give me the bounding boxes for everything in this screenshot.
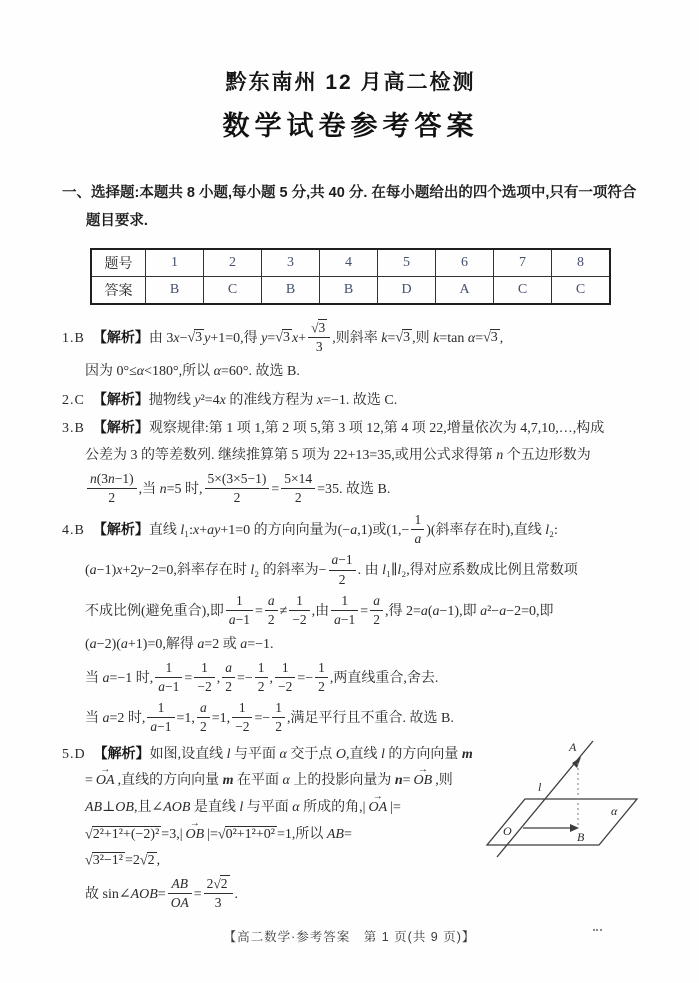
radicand: 3 bbox=[318, 319, 326, 335]
math-var: OB bbox=[115, 799, 134, 815]
solution-line: √3²−1² =2√2 , bbox=[62, 850, 639, 872]
radical-sign: √ bbox=[395, 330, 404, 346]
fraction bbox=[313, 660, 330, 695]
math-var: a bbox=[267, 592, 275, 608]
numerator: 1 bbox=[155, 660, 182, 678]
numerator: 1 bbox=[411, 512, 424, 530]
roman-text: 故选 B. bbox=[406, 711, 454, 727]
numerator: 1 bbox=[331, 593, 358, 611]
question-number-cell: 6 bbox=[436, 249, 494, 277]
solution-line: 1.B 【解析】由 3x−√3 y+1=0,得 y=√3 x+ $\frac{√3}{3}$ ,则斜率 k=√3 ,则 k=tan α=√3 , bbox=[62, 319, 504, 354]
math-var: a bbox=[89, 563, 97, 579]
question-number-cell: 1 bbox=[146, 249, 204, 277]
math-var: a bbox=[102, 711, 110, 727]
solution-label: 4.B bbox=[62, 522, 93, 538]
solution-line: 4.B 【解析】直线 l₁:x+ay+1=0 的方向向量为(−a,1)或(1,− $\frac{1}{a}$ )(斜率存在时),直线 l₂: bbox=[62, 512, 558, 547]
numerator: n(3n−1) bbox=[87, 471, 137, 489]
radicand: 3 bbox=[195, 330, 203, 346]
math-bold-var bbox=[462, 747, 473, 762]
math-var: x bbox=[316, 392, 324, 408]
denominator: a−1 bbox=[334, 611, 356, 627]
fraction bbox=[166, 876, 194, 911]
analysis-tag: 【解析】 bbox=[92, 419, 149, 436]
question-number-cell: 4 bbox=[320, 249, 378, 277]
section-heading: 一、选择题:本题共 8 小题,每小题 5 分,共 40 分. 在每小题给出的四个选项中,只有一项符合题目要求. bbox=[62, 185, 637, 230]
denominator bbox=[411, 530, 424, 547]
radical-sign: √ bbox=[275, 330, 283, 346]
fraction bbox=[287, 593, 311, 628]
scan-artifact bbox=[593, 929, 602, 931]
solution-item bbox=[62, 417, 639, 507]
answer-cell: B bbox=[146, 276, 204, 304]
math-var: y bbox=[194, 392, 201, 408]
question-number-cell: 3 bbox=[262, 249, 320, 277]
vector: OA → bbox=[94, 770, 117, 792]
math-var: x bbox=[116, 563, 123, 579]
solution-line: √2²+1²+(−2)² =3,| OB → |=√0²+1²+0² =1,所以 AB= bbox=[62, 824, 639, 846]
math-var: x bbox=[193, 522, 200, 538]
math-var: AOB bbox=[130, 886, 158, 902]
denominator: 2 bbox=[373, 611, 380, 627]
math-var: ay bbox=[207, 522, 221, 538]
math-var: a bbox=[150, 719, 158, 735]
denominator: −2 bbox=[235, 719, 250, 735]
math-var: l bbox=[239, 799, 244, 815]
radicand: 3 bbox=[282, 330, 290, 346]
math-var: l bbox=[226, 746, 231, 762]
numerator: 1 bbox=[255, 660, 268, 678]
denominator: 2 bbox=[294, 489, 302, 505]
math-var: a bbox=[102, 670, 110, 686]
question-number-cell: 5 bbox=[378, 249, 436, 277]
fraction bbox=[306, 320, 332, 355]
numerator bbox=[168, 876, 192, 894]
radical bbox=[85, 850, 125, 872]
math-var: a bbox=[414, 531, 422, 547]
denominator: a−1 bbox=[228, 611, 250, 627]
math-var: l bbox=[382, 563, 387, 579]
math-var: AB bbox=[85, 799, 103, 815]
answer-table-header: 答案 bbox=[91, 276, 146, 304]
radical-sign: √ bbox=[85, 827, 93, 843]
solution-line: 当 a=2 时, $\frac{1}{a-1}$ =1, $\frac{a}{2}$ =1, $\frac{1}{-2}$ =− $\frac{1}{2}$ ,满足平行且不重合. 故选 B. bbox=[85, 700, 454, 735]
solution-line: = OA → ,直线的方向向量 m 在平面 α 上的投影向量为 n= OB → ,则 bbox=[62, 770, 639, 792]
radical bbox=[218, 824, 277, 846]
denominator: 2 bbox=[108, 489, 116, 505]
solution-line: 5.D 【解析】如图,设直线 l 与平面 α 交于点 O,直线 l 的方向向量 m bbox=[62, 744, 473, 762]
analysis-tag: 【解析】 bbox=[92, 520, 149, 537]
radical bbox=[213, 876, 229, 892]
answer-table bbox=[90, 248, 611, 305]
numerator: 5×(3×5−1) bbox=[205, 471, 270, 489]
radical bbox=[85, 824, 161, 846]
denominator: −2 bbox=[278, 679, 293, 695]
solution-label: 1.B bbox=[62, 330, 93, 346]
solution-line: 当 a=−1 时, $\frac{1}{a-1}$ = $\frac{1}{-2}$ , $\frac{a}{2}$ =− $\frac{1}{2}$ , $\frac{1}{-2}$ =− $\frac{1}{2}$ ,两直线重合,舍去. bbox=[85, 659, 439, 695]
fraction bbox=[273, 660, 297, 695]
label-a: A bbox=[569, 739, 577, 754]
fraction bbox=[270, 700, 287, 735]
line-plane-figure bbox=[481, 731, 669, 881]
math-var: a bbox=[331, 552, 339, 568]
math-var: a bbox=[420, 603, 428, 619]
numerator: 1 bbox=[232, 700, 252, 718]
answer-cell: C bbox=[204, 276, 262, 304]
solution-line: 公差为 3 的等差数列. 继续推算第 5 项为 22+13=35,或用公式求得第 n 个五边形数为 bbox=[85, 447, 591, 463]
radical bbox=[275, 327, 292, 349]
math-var: a bbox=[240, 637, 248, 653]
denominator: 2 bbox=[338, 571, 346, 587]
solution-item bbox=[62, 739, 639, 913]
math-var: l bbox=[381, 746, 385, 762]
math-var: y bbox=[204, 330, 211, 346]
fraction bbox=[85, 471, 139, 506]
denominator: 2 bbox=[199, 719, 207, 735]
radicand: 2 bbox=[147, 853, 155, 869]
math-var: k bbox=[381, 330, 388, 346]
math-var: a bbox=[334, 611, 341, 627]
solution-label: 3.B bbox=[62, 421, 93, 437]
answer-cell: C bbox=[552, 276, 611, 304]
denominator: 2 bbox=[233, 489, 241, 505]
fraction bbox=[368, 593, 385, 628]
fraction bbox=[202, 876, 235, 911]
question-number-cell: 2 bbox=[204, 249, 262, 277]
math-var: a bbox=[225, 659, 232, 675]
answer-cell: A bbox=[436, 276, 494, 304]
math-var: a bbox=[158, 679, 166, 695]
radical-sign: √ bbox=[187, 330, 196, 346]
math-var: l bbox=[180, 522, 185, 538]
solution-item bbox=[62, 389, 639, 412]
fraction bbox=[253, 660, 270, 695]
vector: OB → bbox=[184, 824, 207, 846]
label-o: O bbox=[503, 823, 512, 838]
radical-sign: √ bbox=[217, 827, 226, 843]
denominator: 2 bbox=[257, 679, 265, 695]
answer-cell: B bbox=[262, 276, 320, 304]
math-bold-var bbox=[223, 773, 234, 788]
numerator: 5×14 bbox=[281, 471, 315, 489]
radical-sign: √ bbox=[483, 330, 491, 346]
numerator: 1 bbox=[194, 660, 214, 678]
analysis-tag: 【解析】 bbox=[92, 390, 149, 407]
solution-line: (a−1)x+2y−2=0,斜率存在时 l₂ 的斜率为− $\frac{a-1}{2}$ . 由 l₁∥l₂,得对应系数成比例且常数项 bbox=[85, 552, 578, 587]
radical bbox=[395, 327, 412, 349]
solution-line: 故 sin∠AOB= $\frac{AB}{OA}$ = $\frac{2√2}{3}$ . bbox=[85, 876, 239, 911]
solution-label: 2.C bbox=[62, 392, 93, 408]
math-var: x bbox=[219, 392, 226, 408]
numerator: 2√2 bbox=[204, 876, 233, 894]
solution-line: 2.C 【解析】抛物线 y²=4x 的准线方程为 x=−1. 故选 C. bbox=[62, 390, 398, 408]
math-var: l bbox=[545, 522, 550, 538]
math-var: AB bbox=[171, 876, 188, 892]
solution-label: 5.D bbox=[62, 746, 94, 762]
math-var: m bbox=[461, 746, 473, 762]
answer-cell: C bbox=[494, 276, 552, 304]
math-var: α bbox=[467, 330, 476, 346]
math-var: α bbox=[279, 746, 287, 762]
radical bbox=[483, 327, 500, 349]
math-var: a bbox=[120, 637, 128, 653]
denominator: 2 bbox=[267, 611, 275, 627]
fraction bbox=[327, 552, 358, 587]
math-var: m bbox=[222, 773, 234, 789]
answer-cell: B bbox=[320, 276, 378, 304]
math-var: a bbox=[197, 637, 205, 653]
radical bbox=[187, 327, 204, 349]
roman-text: 故选 B. bbox=[342, 481, 391, 497]
numerator bbox=[265, 593, 278, 611]
solution-line: (a−2)(a+1)=0,解得 a=2 或 a=−1. bbox=[85, 637, 274, 653]
vector: OA → bbox=[366, 797, 389, 819]
fraction bbox=[279, 471, 317, 506]
roman-text: 故选 C. bbox=[349, 392, 398, 408]
math-var: a bbox=[350, 522, 358, 538]
numerator: 1 bbox=[315, 660, 328, 678]
math-var: a bbox=[199, 700, 207, 716]
math-var: n bbox=[90, 470, 97, 486]
math-var: O bbox=[335, 746, 346, 762]
solution-line: 不成比例(避免重合),即 $\frac{1}{a-1}$ = $\frac{a}{2}$ ≠ $\frac{1}{-2}$ ,由 $\frac{1}{a-1}$ = $\frac{a}{2}$ ,得 2=a(a−1),即 a²−a−2=0,即 bbox=[85, 592, 554, 627]
page-title: 黔东南州 12 月高二检测 bbox=[225, 71, 476, 94]
denominator: a−1 bbox=[150, 719, 172, 735]
math-var: x bbox=[173, 330, 180, 346]
radicand: 3 bbox=[490, 330, 498, 346]
fraction bbox=[224, 593, 255, 628]
label-l: l bbox=[538, 779, 542, 794]
math-var: l bbox=[397, 563, 402, 579]
numerator bbox=[222, 660, 235, 678]
arrowhead-a bbox=[572, 757, 581, 768]
numerator bbox=[197, 700, 210, 718]
answer-table-answer-row bbox=[91, 276, 610, 304]
numerator bbox=[370, 593, 383, 611]
fraction bbox=[329, 593, 360, 628]
fraction bbox=[203, 471, 272, 506]
math-var: l bbox=[250, 563, 255, 579]
radical-sign: √ bbox=[85, 853, 93, 869]
radicand: 0²+1²+0² bbox=[225, 826, 275, 842]
fraction bbox=[192, 660, 216, 695]
solution-item bbox=[62, 513, 639, 737]
math-bold-var bbox=[395, 773, 403, 788]
fraction bbox=[220, 660, 237, 695]
math-var: a bbox=[373, 592, 380, 608]
figure-svg bbox=[481, 731, 669, 881]
math-var: x bbox=[291, 330, 299, 346]
math-var: y bbox=[137, 563, 144, 579]
answer-table-number-row bbox=[91, 249, 610, 277]
radical bbox=[140, 850, 157, 872]
numerator: 1 bbox=[147, 700, 174, 718]
numerator bbox=[308, 320, 330, 338]
math-var: OA bbox=[170, 895, 189, 911]
numerator: 1 bbox=[226, 593, 253, 611]
answer-cell: D bbox=[378, 276, 436, 304]
numerator: 1 bbox=[272, 700, 285, 718]
math-var: α bbox=[136, 363, 145, 379]
radical-sign: √ bbox=[311, 320, 319, 336]
radicand: 3²−1² bbox=[92, 853, 123, 869]
math-var: n bbox=[394, 773, 403, 789]
fraction bbox=[145, 700, 176, 735]
math-var: n bbox=[108, 470, 115, 486]
math-var: k bbox=[433, 330, 440, 346]
fraction bbox=[230, 700, 254, 735]
solution-line: AB⊥OB,且∠AOB 是直线 l 与平面 α 所成的角,| OA → |= bbox=[62, 797, 639, 819]
denominator bbox=[168, 894, 192, 911]
numerator: a−1 bbox=[329, 552, 356, 570]
math-var: a bbox=[228, 611, 236, 627]
solution-line: 因为 0°≤α<180°,所以 α=60°. 故选 B. bbox=[85, 363, 300, 379]
radicand: 2 bbox=[220, 876, 228, 892]
question-number-cell: 8 bbox=[552, 249, 611, 277]
radical-sign: √ bbox=[139, 853, 148, 869]
math-var: a bbox=[432, 603, 440, 619]
page-subtitle: 数学试卷参考答案 bbox=[222, 111, 479, 141]
solutions-list bbox=[62, 321, 639, 913]
label-b: B bbox=[577, 829, 585, 844]
math-var: a bbox=[89, 637, 97, 653]
denominator: 2 bbox=[225, 679, 232, 695]
numerator: 1 bbox=[275, 660, 295, 678]
denominator: 3 bbox=[315, 338, 323, 354]
label-alpha: α bbox=[611, 803, 618, 818]
solution-line: 3.B 【解析】观察规律:第 1 项 1,第 2 项 5,第 3 项 12,第 4 项 22,增量依次为 4,7,10,…,构成 bbox=[62, 419, 605, 437]
radicand: 2²+1²+(−2)² bbox=[92, 826, 160, 842]
radical bbox=[311, 320, 327, 336]
math-var: a bbox=[499, 603, 507, 619]
math-var: AOB bbox=[163, 799, 191, 815]
fraction bbox=[409, 512, 426, 547]
roman-text: 故选 B. bbox=[252, 363, 300, 379]
math-var: α bbox=[292, 799, 300, 815]
denominator: −2 bbox=[197, 679, 212, 695]
question-number-cell: 7 bbox=[494, 249, 552, 277]
denominator: 2 bbox=[318, 679, 325, 695]
analysis-tag: 【解析】 bbox=[93, 744, 150, 761]
radicand: 3 bbox=[403, 330, 411, 346]
math-var: α bbox=[282, 773, 290, 789]
analysis-tag: 【解析】 bbox=[92, 328, 149, 345]
denominator: 3 bbox=[214, 895, 222, 911]
math-var: a bbox=[480, 603, 488, 619]
fraction bbox=[263, 593, 280, 628]
math-var: n bbox=[496, 447, 504, 463]
math-var: AB bbox=[326, 826, 344, 842]
radical-sign: √ bbox=[213, 876, 221, 892]
denominator: a−1 bbox=[158, 679, 180, 695]
fraction bbox=[153, 660, 184, 695]
page-footer: 【高二数学·参考答案 第 1 页(共 9 页)】 bbox=[223, 930, 476, 944]
math-var: α bbox=[213, 363, 222, 379]
answer-table-header: 题号 bbox=[91, 249, 146, 277]
denominator: 2 bbox=[275, 719, 283, 735]
solution-line: $\frac{n(3n-1)}{2}$ ,当 n=5 时, $\frac{5\times(3\times 5-1)}{2}$ = $\frac{5\times 14}{2}$ =35. 故选 B. bbox=[62, 472, 639, 507]
numerator: 1 bbox=[289, 593, 309, 611]
math-var: y bbox=[261, 330, 268, 346]
denominator: −2 bbox=[292, 611, 307, 627]
vector: OB → bbox=[412, 770, 435, 792]
fraction bbox=[195, 700, 212, 735]
math-var: n bbox=[159, 481, 167, 497]
solution-item bbox=[62, 321, 639, 383]
